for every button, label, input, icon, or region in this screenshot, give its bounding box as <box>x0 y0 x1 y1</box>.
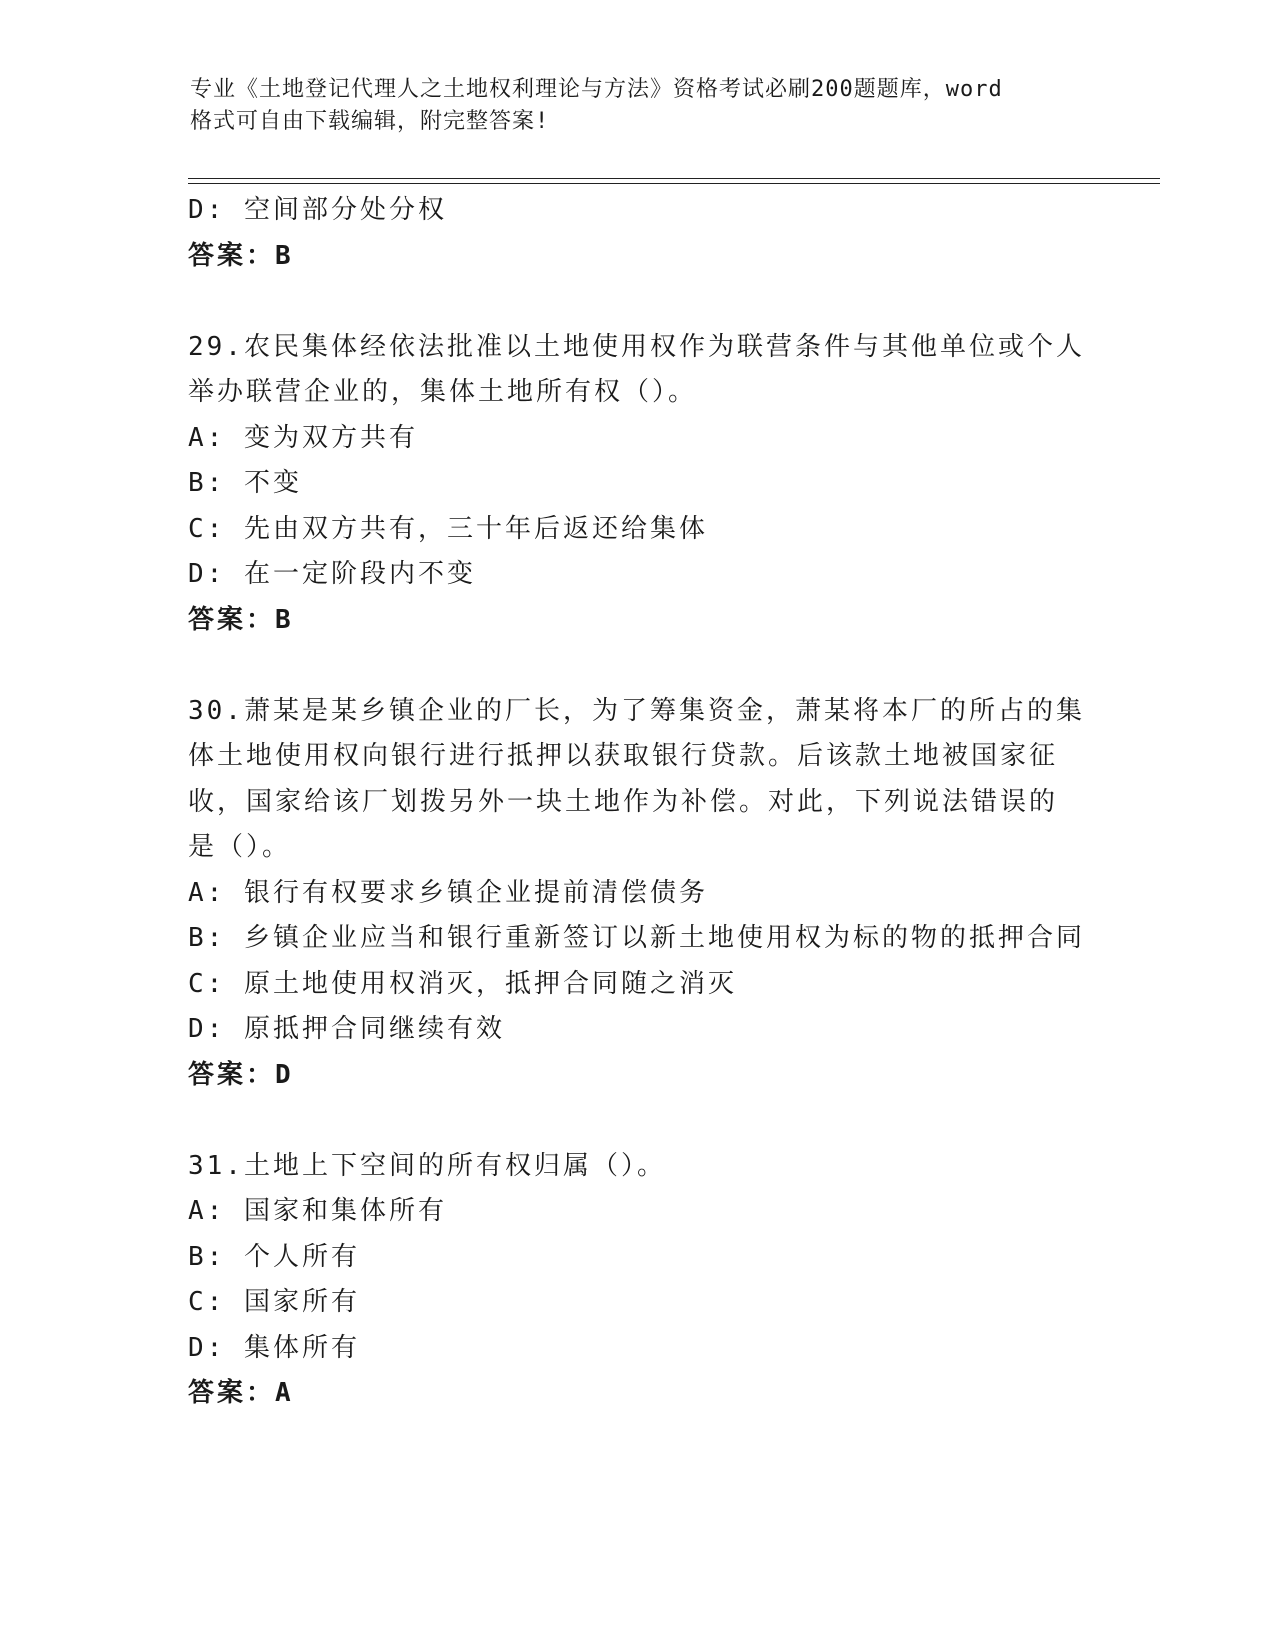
option-d: D: 空间部分处分权 <box>188 195 447 225</box>
answer-line: 答案：A <box>188 1378 294 1408</box>
question-text-line: 举办联营企业的，集体土地所有权（）。 <box>188 377 698 407</box>
page-header <box>190 74 1070 138</box>
spacer <box>188 279 1088 325</box>
question-text-line: 收，国家给该厂划拨另外一块土地作为补偿。对此，下列说法错误的 <box>188 786 1059 817</box>
option-c: C: 国家所有 <box>188 1287 360 1317</box>
spacer <box>188 1098 1088 1144</box>
option-d: D: 集体所有 <box>188 1332 360 1363</box>
answer-line: 答案：D <box>188 1059 294 1090</box>
option-b: B: 乡镇企业应当和银行重新签订以新土地使用权为标的物的抵押合同 <box>188 923 1085 953</box>
question-text-line: 30.萧某是某乡镇企业的厂长，为了筹集资金，萧某将本厂的所占的集 <box>188 695 1085 726</box>
question-text-line: 29.农民集体经依法批准以土地使用权作为联营条件与其他单位或个人 <box>188 331 1085 362</box>
option-b: B: 个人所有 <box>188 1241 360 1272</box>
header-divider-bottom <box>188 183 1160 184</box>
spacer <box>188 643 1088 689</box>
document-body <box>188 188 1088 1417</box>
question-text-line: 体土地使用权向银行进行抵押以获取银行贷款。后该款土地被国家征 <box>188 741 1059 771</box>
option-a: A: 国家和集体所有 <box>188 1196 447 1226</box>
option-a: A: 银行有权要求乡镇企业提前清偿债务 <box>188 877 708 908</box>
question-text-line: 是（）。 <box>188 832 292 862</box>
option-c: C: 先由双方共有，三十年后返还给集体 <box>188 513 708 544</box>
option-c: C: 原土地使用权消灭，抵押合同随之消灭 <box>188 968 737 999</box>
option-d: D: 在一定阶段内不变 <box>188 559 476 589</box>
option-d: D: 原抵押合同继续有效 <box>188 1014 505 1044</box>
option-a: A: 变为双方共有 <box>188 422 418 453</box>
option-b: B: 不变 <box>188 468 302 498</box>
header-title-line-1: 专业《土地登记代理人之土地权利理论与方法》资格考试必刷200题题库，word <box>190 77 1003 102</box>
question-30 <box>188 689 1088 1099</box>
header-divider-top <box>188 178 1160 179</box>
question-29 <box>188 325 1088 644</box>
answer-line: 答案：B <box>188 604 294 635</box>
answer-line: 答案：B <box>188 240 294 271</box>
header-title-line-2: 格式可自由下载编辑，附完整答案! <box>190 109 550 134</box>
question-31 <box>188 1144 1088 1417</box>
question-text-line: 31.土地上下空间的所有权归属（）。 <box>188 1150 666 1181</box>
